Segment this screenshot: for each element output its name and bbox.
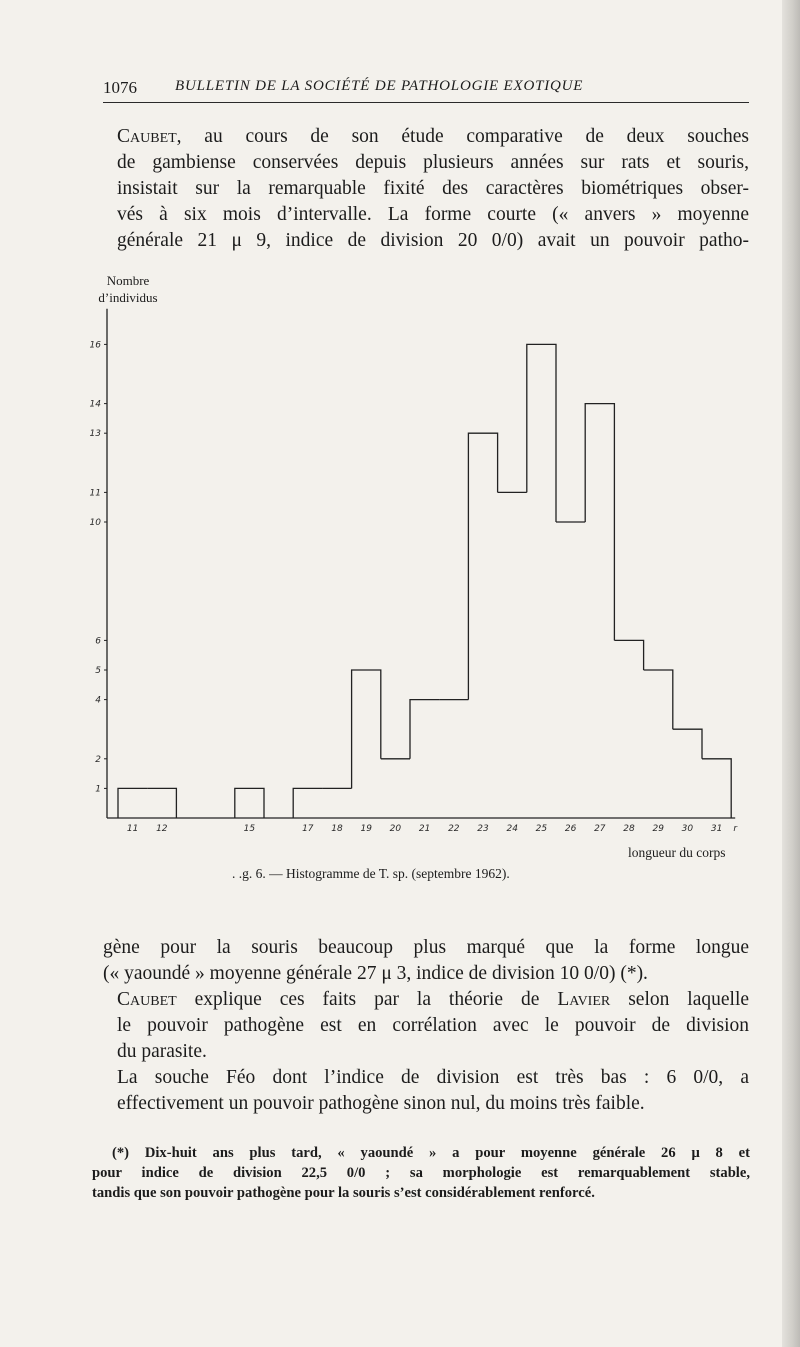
text-line: Caubet explique ces faits par la théorie de Lavier selon laquelle	[117, 989, 750, 1010]
chart-x-ticks	[127, 824, 738, 834]
x-tick-label: 31	[710, 824, 723, 834]
footnote-line: pour indice de division 22,5 0/0 ; sa morphologie est remarquablement stable,	[92, 1165, 750, 1181]
x-tick-label: 23	[477, 824, 489, 834]
histogram-bin-15	[235, 788, 264, 818]
x-tick-label: 24	[506, 824, 518, 834]
y-tick-label: 14	[89, 399, 101, 410]
y-tick-label: 6	[95, 636, 101, 647]
y-tick-label: 2	[95, 754, 101, 765]
journal-title: BULLETIN DE LA SOCIÉTÉ DE PATHOLOGIE EXOTIQUE	[175, 78, 584, 94]
histogram-bin-17	[293, 788, 322, 818]
y-tick-label: 10	[89, 518, 101, 528]
text-line: du parasite.	[117, 1041, 207, 1062]
x-tick-label: 15	[243, 824, 256, 834]
y-tick-label: 5	[95, 666, 101, 676]
author-name: Caubet,	[117, 126, 182, 147]
chart-y-ticks	[90, 340, 107, 794]
histogram-bin-21	[410, 700, 439, 759]
text-line: La souche Féo dont l’indice de division est très bas : 6 0/0, a	[117, 1067, 749, 1088]
x-tick-label: 18	[331, 824, 343, 834]
footnote-line: (*) Dix-huit ans plus tard, « yaoundé » a pour moyenne générale 26 μ 8 et	[112, 1145, 750, 1161]
x-tick-label: 19	[360, 824, 372, 834]
footnote	[92, 1143, 750, 1203]
paragraph-lavier-theory	[103, 987, 749, 1065]
histogram-bin-30	[673, 729, 702, 759]
histogram-bin-31	[702, 759, 731, 818]
x-tick-label: 28	[623, 824, 635, 834]
x-tick-label: 25	[535, 824, 548, 834]
y-tick-label: 11	[89, 488, 101, 499]
x-tick-label: 17	[302, 824, 314, 834]
histogram-bin-25	[527, 344, 556, 522]
page-number: 1076	[103, 78, 137, 97]
x-axis-end-mark: r	[733, 824, 738, 834]
x-tick-label: 30	[681, 824, 694, 834]
text-line: insistait sur la remarquable fixité des caractères biométriques obser-	[117, 178, 749, 199]
x-tick-label: 22	[448, 824, 460, 834]
text-line: vés à six mois d’intervalle. La forme courte (« anvers » moyenne	[117, 204, 749, 225]
text-line: générale 21 μ 9, indice de division 20 0/0) avait un pouvoir patho-	[117, 230, 749, 251]
paragraph-feo-strain	[103, 1065, 749, 1117]
x-tick-label: 20	[389, 824, 402, 834]
x-tick-label: 12	[156, 824, 168, 834]
figure-caption: . .g. 6. — Histogramme de T. sp. (septembre 1962).	[232, 866, 510, 881]
x-tick-label: 26	[564, 824, 577, 834]
text-line: le pouvoir pathogène est en corrélation avec le pouvoir de division	[117, 1015, 749, 1036]
text-line: Caubet, au cours de son étude comparative de deux souches	[117, 126, 750, 147]
x-tick-label: 29	[652, 824, 664, 834]
text-line: de gambiense conservées depuis plusieurs années sur rats et souris,	[117, 152, 749, 173]
paragraph-continuation	[103, 935, 749, 987]
chart-y-axis-label: Nombre d’individus	[98, 273, 158, 305]
footnote-line: tandis que son pouvoir pathogène pour la souris s’est considérablement renforcé.	[92, 1185, 595, 1201]
histogram-bin-12	[147, 788, 176, 818]
author-name: Lavier	[557, 989, 611, 1010]
y-tick-label: 16	[89, 340, 101, 351]
x-tick-label: 11	[126, 824, 139, 834]
text-line: effectivement un pouvoir pathogène sinon nul, du moins très faible.	[117, 1093, 645, 1114]
chart-axes	[107, 309, 735, 818]
chart-bars	[118, 344, 731, 818]
histogram-bin-29	[644, 670, 673, 729]
histogram-bin-28	[614, 640, 643, 670]
text-line: gène pour la souris beaucoup plus marqué que la forme longue	[103, 937, 749, 958]
histogram-bin-23	[468, 433, 497, 699]
x-tick-label: 27	[594, 824, 606, 834]
text-line: (« yaoundé » moyenne générale 27 μ 3, indice de division 10 0/0) (*).	[103, 963, 648, 984]
y-tick-label: 4	[95, 695, 101, 706]
author-name: Caubet	[117, 989, 177, 1010]
histogram-bin-27	[585, 404, 614, 641]
chart-x-axis-label: longueur du corps	[628, 845, 726, 860]
histogram-bin-11	[118, 788, 147, 818]
x-tick-label: 21	[418, 824, 431, 834]
histogram-bin-19	[352, 670, 381, 788]
y-tick-label: 13	[89, 429, 101, 440]
y-tick-label: 1	[95, 784, 101, 795]
